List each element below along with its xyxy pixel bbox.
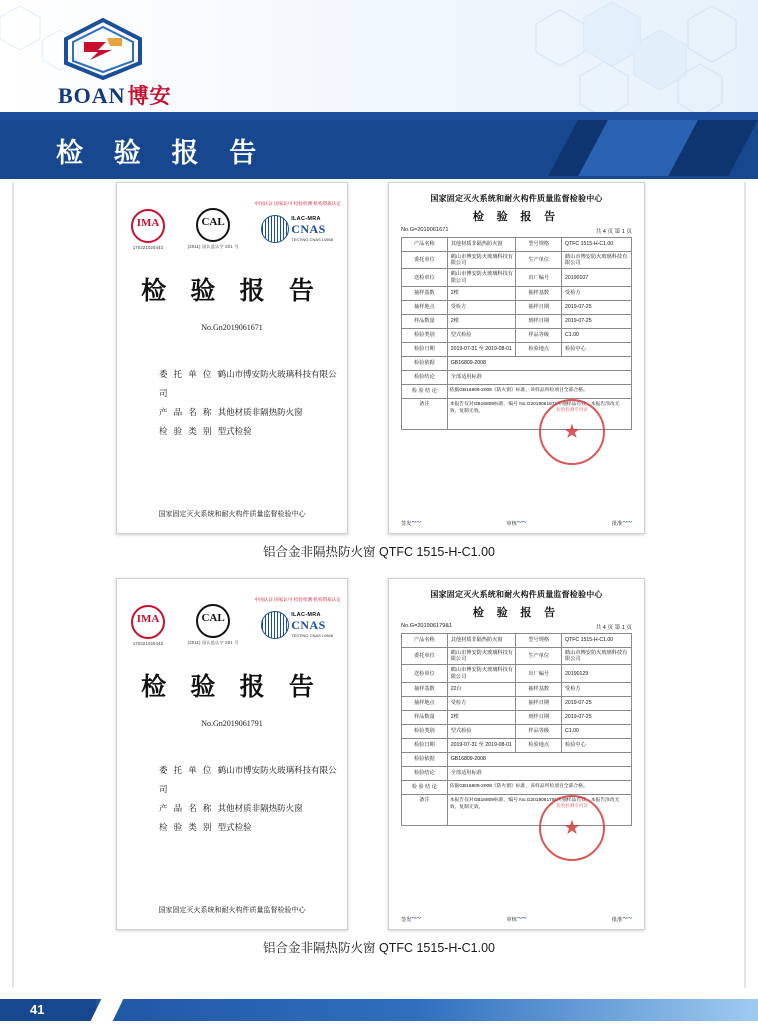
cell-value: GB16809-2008 — [447, 752, 631, 766]
report-organization: 国家固定灭火系统和耐火构件质量监督检验中心 — [430, 194, 603, 203]
cell-label: 检验依据 — [402, 356, 448, 370]
table-row — [402, 342, 632, 356]
cell-value: 鹤山市博安防火玻璃科技有限公司 — [562, 252, 632, 269]
conclusion-text: 依据GB16809-2008《防火窗》标准，该样品所检项目全部合格。 — [449, 783, 588, 789]
table-row — [402, 269, 632, 286]
cal-number: (2011) 国认监认字 201 号 — [187, 640, 239, 645]
report-page-1 — [388, 182, 645, 534]
cell-label: 样品数量 — [402, 314, 448, 328]
cell-label: 检验类别 — [402, 724, 448, 738]
table-row — [402, 752, 632, 766]
table-row — [402, 314, 632, 328]
cal-mark-icon — [188, 208, 239, 250]
cell-label: 产品名称 — [402, 634, 448, 648]
table-row — [402, 286, 632, 300]
table-row — [402, 738, 632, 752]
brand-logo — [52, 18, 252, 108]
cell-label: 抽样日期 — [516, 696, 562, 710]
certificate-issuer: 国家固定灭火系统和耐火构件质量监督检验中心 — [158, 510, 306, 518]
cell-value: 检验中心 — [562, 738, 632, 752]
report-signatures — [401, 913, 632, 923]
field-label: 委 托 单 位 — [159, 369, 214, 379]
official-stamp-icon — [539, 399, 605, 465]
table-row — [402, 356, 632, 370]
signature-mark: ~~ — [622, 517, 632, 527]
cnas-dome-icon — [261, 215, 289, 243]
cnas-sub: TESTING CNAS L0568 — [291, 237, 333, 242]
cell-value: 受检方 — [562, 286, 632, 300]
field-label: 检 验 类 别 — [159, 822, 214, 833]
cell-label: 出厂编号 — [516, 665, 562, 682]
cnas-label: CNAS — [291, 222, 326, 236]
cn-accreditation-text: 中国认证 国家认可 检验检测 机构资质认定 — [254, 201, 341, 206]
cell-label: 检验类别 — [402, 328, 448, 342]
signature-label: 审核 — [506, 521, 517, 527]
cnas-mark-icon — [261, 215, 333, 243]
certificate-cover-2 — [116, 578, 348, 930]
table-row — [402, 665, 632, 682]
report-header — [389, 589, 644, 620]
cell-value: 2樘 — [447, 710, 516, 724]
field-label: 委 托 单 位 — [159, 765, 214, 775]
report-meta — [401, 623, 632, 631]
stamp-text: 检验检测专用章 — [556, 406, 588, 412]
cell-value: 2019-07-25 — [562, 710, 632, 724]
table-row — [402, 724, 632, 738]
report-number: No.G=201906179&1 — [401, 623, 453, 629]
signature-label: 签发 — [401, 917, 412, 923]
ima-mark-icon — [131, 209, 165, 250]
report-pagination: 共 4 页 第 1 页 — [595, 229, 632, 235]
certificate-issuer: 国家固定灭火系统和耐火构件质量监督检验中心 — [158, 906, 306, 914]
cell-value: 受检方 — [447, 300, 516, 314]
cell-value: 2019-07-31 至 2019-08-01 — [447, 738, 516, 752]
brand-name-en: BOAN — [58, 83, 126, 108]
field-label: 检 验 类 别 — [159, 426, 214, 437]
cell-value: 型式检验 — [447, 724, 516, 738]
cell-value: 2樘 — [447, 286, 516, 300]
cell-label: 委托单位 — [402, 252, 448, 269]
table-row — [402, 766, 632, 780]
header-divider — [0, 112, 758, 120]
cn-accreditation-badge — [254, 597, 341, 603]
signature-mark: ~~ — [622, 913, 632, 923]
cal-number: (2011) 国认监认字 201 号 — [187, 244, 239, 249]
signature-approver — [612, 517, 632, 527]
cell-label: 检验依据 — [402, 752, 448, 766]
conclusion-text: 依据GB16809-2008《防火窗》标准，该样品所检项目全部合格。 — [449, 387, 588, 393]
ima-label: IMA — [136, 612, 160, 625]
report-title: 检 验 报 告 — [472, 607, 561, 619]
table-row — [402, 710, 632, 724]
signature-label: 签发 — [401, 521, 412, 527]
page-header — [0, 0, 758, 112]
accreditation-marks — [131, 207, 333, 251]
field-value: 鹤山市博安防火玻璃科技有限公司 — [159, 765, 337, 795]
report-organization: 国家固定灭火系统和耐火构件质量监督检验中心 — [430, 590, 603, 599]
field-value: 鹤山市博安防火玻璃科技有限公司 — [159, 369, 337, 399]
accreditation-marks — [131, 603, 333, 647]
certificate-number: No.Gn2019061671 — [201, 323, 263, 332]
cell-value: 22台 — [447, 682, 516, 696]
signature-mark: ~~ — [411, 913, 422, 923]
remark-text: 本报告仅对GB16809标准、编号 No.G2019061791所抽样品有效。本报告涂改无效，复制无效。 — [449, 797, 620, 811]
cell-label: 检 验 结 论 — [402, 384, 448, 398]
table-row — [402, 682, 632, 696]
certificate-title: 检 验 报 告 — [141, 278, 323, 305]
signature-mark: ~~ — [516, 517, 527, 527]
certificate-fields — [159, 761, 339, 838]
cell-label: 到样日期 — [516, 314, 562, 328]
cell-label: 抽样基数 — [402, 286, 448, 300]
cell-label: 检验日期 — [402, 342, 448, 356]
table-row-conclusion — [402, 780, 632, 794]
cell-value: 2019-07-31 至 2019-08-01 — [447, 342, 516, 356]
cell-label: 样品等级 — [516, 724, 562, 738]
report-signatures — [401, 517, 632, 527]
field-value: 型式检验 — [217, 822, 252, 833]
cell-value: 2019-07-25 — [562, 314, 632, 328]
table-row — [402, 634, 632, 648]
cell-value: 型式检验 — [447, 328, 516, 342]
field-value: 型式检验 — [217, 426, 252, 437]
cal-mark-icon — [188, 604, 239, 646]
report-table — [401, 237, 632, 430]
cn-accreditation-text: 中国认证 国家认可 检验检测 机构资质认定 — [254, 597, 341, 602]
cell-value: 受检方 — [562, 682, 632, 696]
cell-value: QTFC 1515-H-C1.00 — [562, 238, 632, 252]
cell-label: 生产单位 — [516, 648, 562, 665]
cell-label: 备注 — [402, 398, 448, 429]
signature-mark: ~~ — [516, 913, 527, 923]
cn-accreditation-badge — [254, 201, 341, 207]
certificate-block — [0, 182, 758, 567]
table-row — [402, 370, 632, 384]
field-row — [159, 403, 339, 422]
cell-value: 2019-07-25 — [562, 300, 632, 314]
field-value: 其他材质非隔热防火窗 — [217, 803, 303, 814]
table-row — [402, 696, 632, 710]
signature-issuer — [401, 913, 421, 923]
field-row — [159, 761, 339, 799]
cnas-mark-icon — [261, 611, 333, 639]
table-row — [402, 648, 632, 665]
cell-value: 鹤山市博安防火玻璃科技有限公司 — [447, 252, 516, 269]
cnas-dome-icon — [261, 611, 289, 639]
remark-text: 本报告仅对GB16809标准、编号 No.G2019061671所抽样品有效。本报告涂改无效，复制无效。 — [449, 401, 620, 415]
signature-approver — [612, 913, 632, 923]
cal-label: CAL — [201, 612, 225, 624]
field-label: 产 品 名 称 — [159, 407, 214, 418]
cell-label: 生产单位 — [516, 252, 562, 269]
cell-value: 其他材质非隔热防火窗 — [447, 634, 516, 648]
cell-value: QTFC 1515-H-C1.00 — [562, 634, 632, 648]
cell-label: 样品数量 — [402, 710, 448, 724]
table-row — [402, 328, 632, 342]
page-footer — [0, 991, 758, 1029]
cal-label: CAL — [201, 216, 225, 228]
cell-value: C1.00 — [562, 724, 632, 738]
cell-label: 到样日期 — [516, 710, 562, 724]
field-row — [159, 365, 339, 403]
signature-reviewer — [506, 517, 526, 527]
report-page-2 — [388, 578, 645, 930]
cell-label: 备注 — [402, 794, 448, 825]
cell-value: 2019-07-25 — [562, 696, 632, 710]
ilac-mra-label: ILAC-MRA — [291, 612, 321, 618]
cell-value: 受检方 — [447, 696, 516, 710]
block-caption: 铝合金非隔热防火窗 QTFC 1515-H-C1.00 — [263, 941, 495, 955]
table-row — [402, 252, 632, 269]
cell-label: 抽样地点 — [402, 696, 448, 710]
cell-value: C1.00 — [562, 328, 632, 342]
hexagon-logo-icon — [60, 18, 146, 80]
cell-label: 检验地点 — [516, 342, 562, 356]
cell-value: 20190129 — [562, 665, 632, 682]
cell-value: 鹤山市博安防火玻璃科技有限公司 — [447, 269, 516, 286]
table-row — [402, 238, 632, 252]
block-caption: 铝合金非隔热防火窗 QTFC 1515-H-C1.00 — [263, 545, 495, 559]
cell-value: 全部适用标准 — [447, 370, 631, 384]
cell-label: 委托单位 — [402, 648, 448, 665]
title-rule — [0, 176, 758, 179]
cell-value: 其他材质非隔热防火窗 — [447, 238, 516, 252]
report-table — [401, 633, 632, 826]
report-pagination: 共 4 页 第 1 页 — [595, 625, 632, 631]
ima-number: 170321020443 — [132, 244, 164, 250]
cell-label: 产品名称 — [402, 238, 448, 252]
official-stamp-icon — [539, 795, 605, 861]
page-title: 检 验 报 告 — [56, 138, 269, 168]
signature-issuer — [401, 517, 421, 527]
stamp-text: 检验检测专用章 — [556, 802, 588, 808]
ima-label: IMA — [136, 216, 160, 229]
signature-label: 批准 — [611, 917, 623, 923]
field-row — [159, 799, 339, 818]
cell-label: 送检单位 — [402, 269, 448, 286]
field-label: 产 品 名 称 — [159, 803, 214, 814]
table-row-conclusion — [402, 384, 632, 398]
cell-label: 抽样地点 — [402, 300, 448, 314]
page-number-box — [0, 999, 96, 1021]
cell-value: 20190107 — [562, 269, 632, 286]
certificate-fields — [159, 365, 339, 442]
report-title: 检 验 报 告 — [472, 211, 561, 223]
ima-mark-icon — [131, 605, 165, 646]
cell-label: 抽样日期 — [516, 300, 562, 314]
signature-label: 批准 — [611, 521, 623, 527]
cell-value: 检验中心 — [562, 342, 632, 356]
page-number: 41 — [30, 1002, 45, 1017]
signature-mark: ~~ — [411, 517, 422, 527]
certificate-cover-1 — [116, 182, 348, 534]
ima-number: 170321020443 — [132, 640, 164, 646]
cell-label: 检验地点 — [516, 738, 562, 752]
cell-value: GB16809-2008 — [447, 356, 631, 370]
report-number: No.G=2019061671 — [401, 227, 449, 233]
cell-label: 检验结论 — [402, 370, 448, 384]
cnas-sub: TESTING CNAS L0568 — [291, 633, 333, 638]
certificate-block — [0, 578, 758, 963]
field-row — [159, 422, 339, 441]
field-value: 其他材质非隔热防火窗 — [217, 407, 303, 418]
section-title-band — [0, 120, 758, 176]
cell-label: 样品等级 — [516, 328, 562, 342]
cell-label: 出厂编号 — [516, 269, 562, 286]
cell-label: 送检单位 — [402, 665, 448, 682]
field-row — [159, 818, 339, 837]
cell-label: 抽样基数 — [516, 682, 562, 696]
cell-value: 鹤山市博安防火玻璃科技有限公司 — [447, 648, 516, 665]
report-header — [389, 193, 644, 224]
cell-label: 型号规格 — [516, 238, 562, 252]
cell-value: 2樘 — [447, 314, 516, 328]
cell-value: 全部适用标准 — [447, 766, 631, 780]
cell-label: 型号规格 — [516, 634, 562, 648]
cnas-label: CNAS — [291, 618, 326, 632]
cell-value: 鹤山市博安防火玻璃科技有限公司 — [447, 665, 516, 682]
signature-label: 审核 — [506, 917, 517, 923]
cell-label: 抽样基数 — [516, 286, 562, 300]
signature-reviewer — [506, 913, 526, 923]
brand-name — [58, 80, 172, 110]
cell-label: 抽样基数 — [402, 682, 448, 696]
report-meta — [401, 227, 632, 235]
brand-name-cn: 博安 — [127, 84, 172, 108]
cell-value: 鹤山市博安防火玻璃科技有限公司 — [562, 648, 632, 665]
cell-label: 检验结论 — [402, 766, 448, 780]
table-row — [402, 300, 632, 314]
ilac-mra-label: ILAC-MRA — [291, 216, 321, 222]
certificate-number: No.Gn2019061791 — [201, 719, 263, 728]
certificate-title: 检 验 报 告 — [141, 674, 323, 701]
cell-label: 检验日期 — [402, 738, 448, 752]
cell-label: 检 验 结 论 — [402, 780, 448, 794]
